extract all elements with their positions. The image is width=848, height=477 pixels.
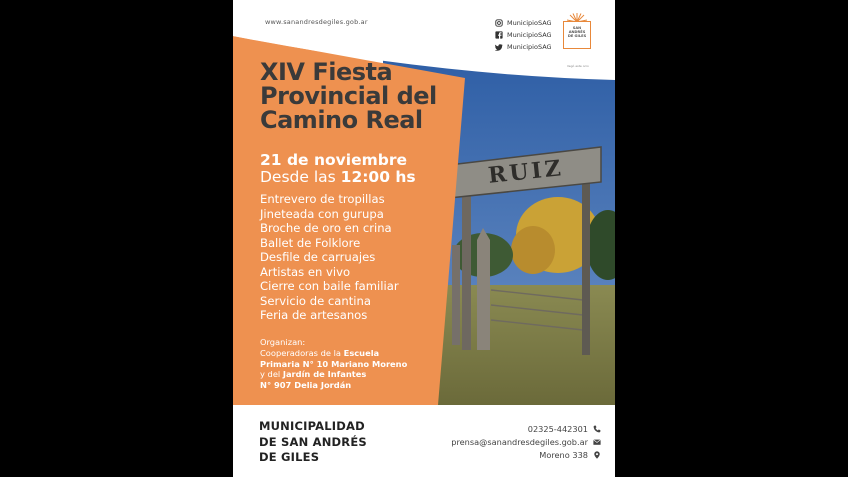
logo-text: [563, 26, 591, 39]
list-item: Feria de artesanos: [260, 308, 368, 322]
organizers-line-1: [260, 348, 407, 359]
list-item: Servicio de cantina: [260, 293, 371, 308]
time-value: 12:00 hs: [340, 168, 416, 186]
social-facebook[interactable]: [495, 31, 552, 39]
list-item: Desfile de carruajes: [260, 250, 376, 264]
sign-post-right: [582, 175, 590, 355]
facebook-handle: MunicipioSAG: [507, 31, 552, 39]
logo-line-1: SAN: [572, 26, 582, 30]
org-text: Cooperadoras de la: [260, 347, 344, 358]
location-pin-icon: [593, 451, 601, 459]
title-line-2: Provincial del: [260, 82, 437, 110]
org-bold: Escuela: [343, 347, 380, 358]
instagram-handle: MunicipioSAG: [507, 19, 552, 27]
title-line-3: Camino Real: [260, 106, 423, 134]
logo-line-2: ANDRÉS: [568, 30, 586, 35]
org-bold: N° 907 Delia Jordán: [260, 380, 352, 391]
time-prefix: Desde las: [260, 168, 341, 186]
muni-line-3: DE GILES: [259, 450, 320, 464]
municipality-name: [259, 419, 367, 466]
org-bold: Jardín de Infantes: [282, 369, 367, 380]
sign-text: RUIZ: [486, 155, 565, 189]
street-address: Moreno 338: [539, 450, 588, 460]
contact-address[interactable]: [539, 450, 601, 460]
event-date: 21 de noviembre: [260, 151, 407, 169]
logo-tagline: llegó este ocio: [567, 64, 589, 68]
website-url[interactable]: www.sanandresdegiles.gob.ar: [265, 18, 368, 26]
phone-number: 02325-442301: [527, 424, 588, 434]
event-title: [260, 60, 437, 132]
list-item: Cierre con baile familiar: [260, 279, 399, 293]
org-bold: Primaria N° 10 Mariano Moreno: [260, 358, 408, 369]
organizers-line-4: [260, 380, 407, 391]
gate-post: [477, 228, 490, 350]
list-item: Artistas en vivo: [260, 264, 351, 279]
list-item: Broche de oro en crina: [260, 221, 392, 235]
contact-phone[interactable]: [528, 424, 601, 434]
twitter-handle: MunicipioSAG: [507, 43, 552, 51]
social-twitter[interactable]: [495, 43, 552, 51]
email-address: prensa@sanandresdegiles.gob.ar: [451, 437, 588, 447]
organizers-label: Organizan:: [260, 337, 306, 347]
social-instagram[interactable]: [495, 19, 552, 27]
yellow-tree-2: [511, 226, 555, 274]
twitter-icon: [495, 43, 503, 51]
event-time: [260, 168, 416, 186]
municipality-logo: [563, 12, 593, 68]
fence-post: [452, 245, 460, 345]
muni-line-2: DE SAN ANDRÉS: [259, 434, 367, 449]
mail-icon: [593, 438, 601, 446]
list-item: Entrevero de tropillas: [260, 192, 385, 206]
organizers-line-3: [260, 369, 407, 380]
event-poster: [233, 0, 615, 477]
list-item: Jineteada con gurupa: [260, 206, 384, 221]
contact-email[interactable]: [451, 437, 601, 447]
facebook-icon: [495, 31, 503, 39]
instagram-icon: [495, 19, 503, 27]
org-text: y del: [260, 369, 283, 380]
activities-list: [260, 192, 399, 323]
organizers: [260, 337, 407, 391]
logo-line-3: DE GILES: [567, 34, 587, 39]
muni-line-1: MUNICIPALIDAD: [259, 419, 365, 433]
list-item: Ballet de Folklore: [260, 235, 361, 250]
organizers-line-2: [260, 359, 407, 370]
sign-post-left: [462, 195, 471, 350]
phone-icon: [593, 425, 601, 433]
title-line-1: XIV Fiesta: [260, 58, 393, 86]
